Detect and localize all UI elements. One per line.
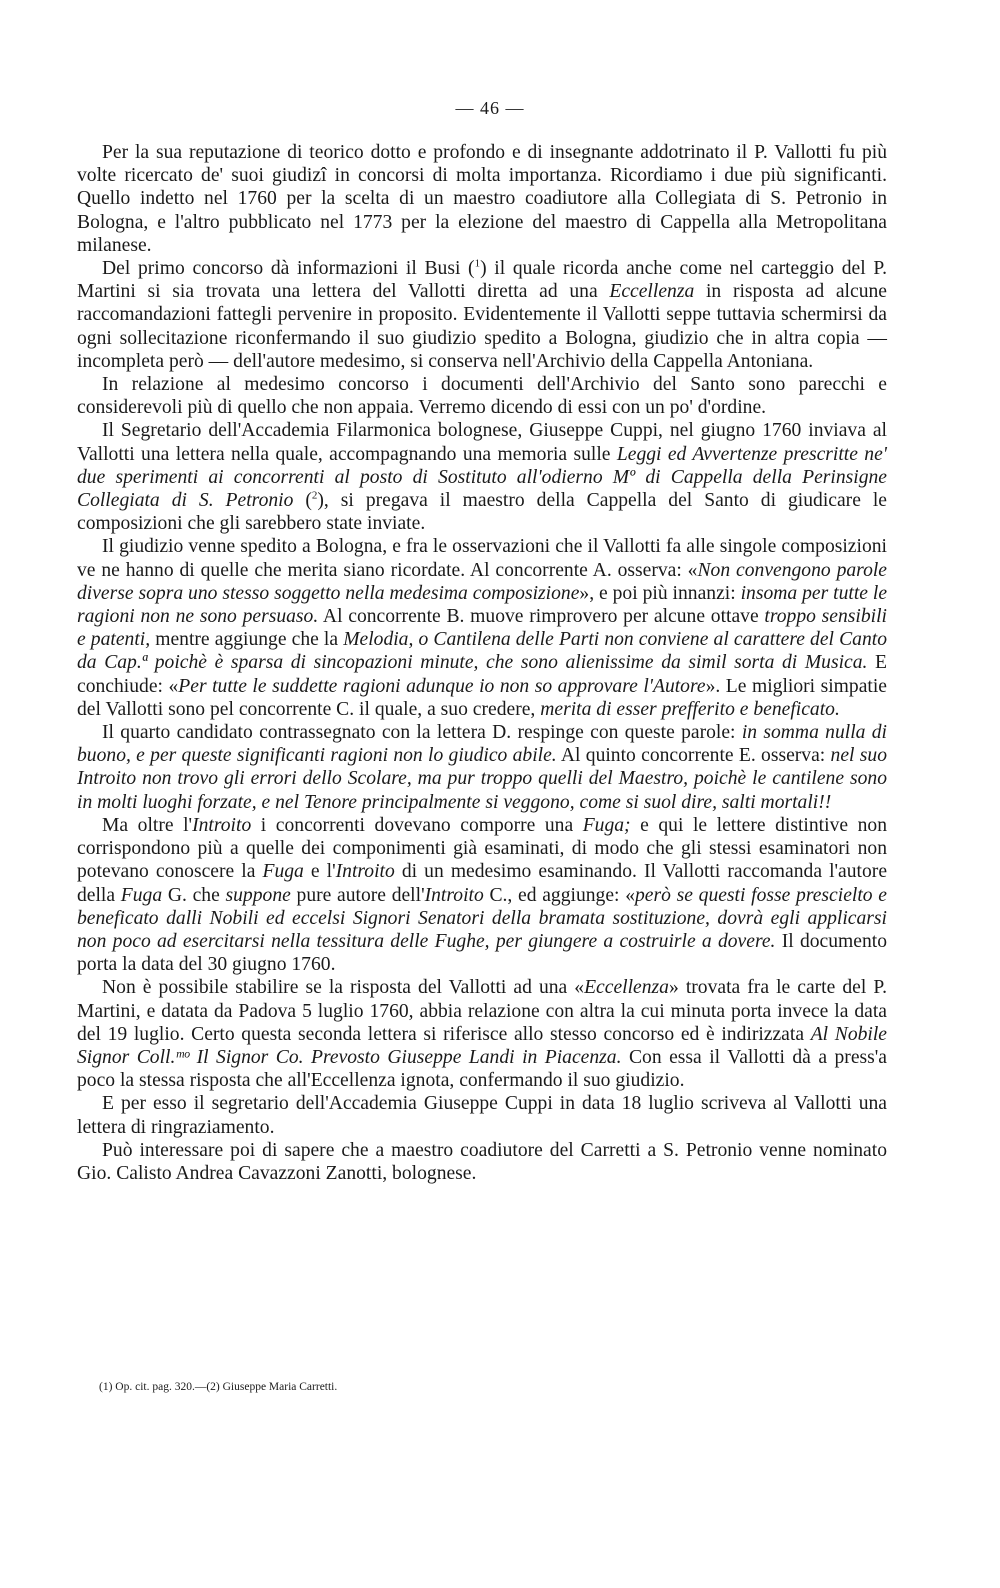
italic-text: Fuga [262,861,304,883]
text-run: Il Segretario dell'Accademia Filarmonica bolognese, Giuseppe Cuppi, nel giugno 1760 inviava al Vallotti una lettera nella quale, accompagnando una memoria sulle [77,420,887,465]
paragraph [77,814,887,976]
text-run: Il documento porta la data del 30 giugno 1760. [77,930,888,976]
paragraph [77,1139,887,1185]
italic-text: Al Nobile Signor Coll.ᵐᵒ Il Signor Co. Prevosto Giuseppe Landi in Piacenza. [77,1023,888,1068]
text-run: Può interessare poi di sapere che a maestro coadiutore del Carretti a S. Petronio venne nominato Gio. Calisto Andrea Cavazzoni Zanotti, bolognese. [77,1139,887,1184]
text-run: Al concorrente B. muove rimprovero per alcune ottave [318,606,765,628]
paragraph [77,257,887,373]
paragraph [77,721,887,814]
text-run: in risposta ad alcune raccomandazioni fattegli pervenire in proposito. Evidentemente il Vallotti seppe tuttavia schermirsi da ogni sollecitazione riconfermando il suo giudizio spedito a Bologna, giudizio che in altra copia — incompleta però — dell'autore medesimo, si conserva nell'Archivio della Cappella Antoniana. [77,281,887,372]
text-run: Per la sua reputazione di teorico dotto e profondo e di insegnante addotrinato il P. Vallotti fu più volte ricercato de' suoi giudizî in concorsi di molta importanza. Ricordiamo i due più significanti. Quello indetto nel 1760 per la scelta di un maestro coadiutore alla Collegiata di S. Petronio in Bologna, e l'altro pubblicato nel 1773 per la elezione del maestro di Cappella alla Metropolitana milanese. [77,142,887,256]
text-run: In relazione al medesimo concorso i documenti dell'Archivio del Santo sono parecchi e considerevoli più di quello che non appaia. Verremo dicendo di essi con un po' d'ordine. [77,374,887,419]
paragraph [77,373,887,419]
italic-text: Fuga [120,884,163,906]
text-run: ». Le migliori simpatie del Vallotti sono pel concorrente C. il quale, a suo credere, [77,675,887,720]
text-run: ), si pregava il maestro della Cappella del Santo di giudicare le composizioni che gli sarebbero state inviate. [77,490,887,535]
text-run: Ma oltre l' [102,814,193,836]
italic-text: Eccellenza [609,281,695,303]
text-run: Il giudizio venne spedito a Bologna, e fra le osservazioni che il Vallotti fa alle singole composizioni ve ne hanno di quelle che merita siano ricordate. Al concorrente A. osserva: « [77,536,887,581]
italic-text: Introito [192,814,252,836]
text-run: pure autore dell' [290,884,425,906]
paragraph [77,141,887,257]
italic-text: insoma per tutte le ragioni non ne sono persuaso. [77,582,888,628]
italic-text: troppo sensibili e patenti, [77,606,887,651]
italic-text: Leggi ed Avvertenze prescritte ne' due sperimenti ai concorrenti al posto di Sostituto all'odierno Mº di Cappella della Perinsigne Collegiata di S. Petronio [77,443,887,512]
text-run: Al quinto concorrente E. osserva: [556,745,831,767]
italic-text: suppone [225,884,291,906]
text-run: E conchiude: « [77,652,887,697]
paragraph [77,1092,887,1138]
footnotes [99,1380,879,1394]
text-run: C., ed aggiunge: « [483,884,635,906]
text-run: E per esso il segretario dell'Accademia Giuseppe Cuppi in data 18 luglio scriveva al Vallotti una lettera di ringraziamento. [77,1093,887,1138]
footnote-1: (1) Op. cit. pag. 320. [99,1381,195,1393]
italic-text: Introito [335,861,395,883]
text-run: e l' [303,861,336,883]
text-run: G. che [162,884,226,906]
italic-text: in somma nulla di buono, e per queste significanti ragioni non lo giudico abile. [77,722,887,767]
body-text [77,141,887,1185]
paragraph [77,976,887,1092]
italic-text: Per tutte le suddette ragioni adunque io non so approvare l'Autore [178,675,706,697]
page-number: — 46 — [455,98,525,118]
text-run: Non è possibile stabilire se la risposta del Vallotti ad una « [102,977,585,999]
footnote-2: (2) Giuseppe Maria Carretti. [206,1381,338,1393]
text-run: », e poi più innanzi: [579,582,741,604]
text-run: Del primo concorso dà informazioni il Busi ( [102,258,475,280]
text-run: di un medesimo esaminando. Il Vallotti raccomanda l'autore della [77,861,888,906]
text-run: mentre aggiunge che la [150,629,344,651]
paragraph [77,419,887,535]
footnote-ref: 2 [311,489,318,502]
italic-text: Non convengono parole diverse sopra uno stesso soggetto nella medesima composizione [77,559,888,604]
paragraph [77,535,887,721]
text-run: Con essa il Vallotti dà a press'a poco la stessa risposta che all'Eccellenza ignota, confermando il suo giudizio. [77,1046,887,1092]
text-run: ( [293,490,312,512]
text-run: e qui le lettere distintive non corrispondono più a quelle dei componimenti già esaminati, di modo che gli stessi esaminatori non potevano conoscere la [77,814,887,883]
italic-text: Introito [424,884,484,906]
italic-text: però se questi fosse prescielto e beneficato dalli Nobili ed eccelsi Signori Senatori della bramata sostituzione, dovrà egli applicarsi non poco ad esercitarsi nella tessitura delle Fughe, per giungere a costruirle a dovere. [77,884,887,952]
italic-text: Fuga; [582,814,631,836]
text-run: ) il quale ricorda anche come nel carteggio del P. Martini si sia trovata una lettera del Vallotti diretta ad una [77,258,887,303]
italic-text: merita di esser prefferito e beneficato. [540,698,840,720]
italic-text: Eccellenza [584,977,669,999]
text-run: i concorrenti dovevano comporre una [251,814,583,836]
text-run: » trovata fra le carte del P. Martini, e datata da Padova 5 luglio 1760, abbia relazione con altra la cui minuta porta invece la data del 19 luglio. Certo questa seconda lettera si riferisce allo stesso concorso ed è indirizzata [77,977,887,1045]
footnote-ref: 1 [474,257,481,270]
italic-text: Melodia, o Cantilena delle Parti non conviene al carattere del Canto da Cap.ª poichè è sparsa di sincopazioni minute, che sono alienissime da simil sorta di Musica. [77,629,888,674]
text-run: Il quarto candidato contrassegnato con la lettera D. respinge con queste parole: [102,722,742,744]
footnote-separator: — [194,1381,207,1393]
italic-text: nel suo Introito non trovo gli errori dello Scolare, ma pur troppo quelli del Maestro, poichè le cantilene sono in molti luoghi forzate, e nel Tenore principalmente si veggono, come si suol dire, salti mortali!! [77,745,887,813]
